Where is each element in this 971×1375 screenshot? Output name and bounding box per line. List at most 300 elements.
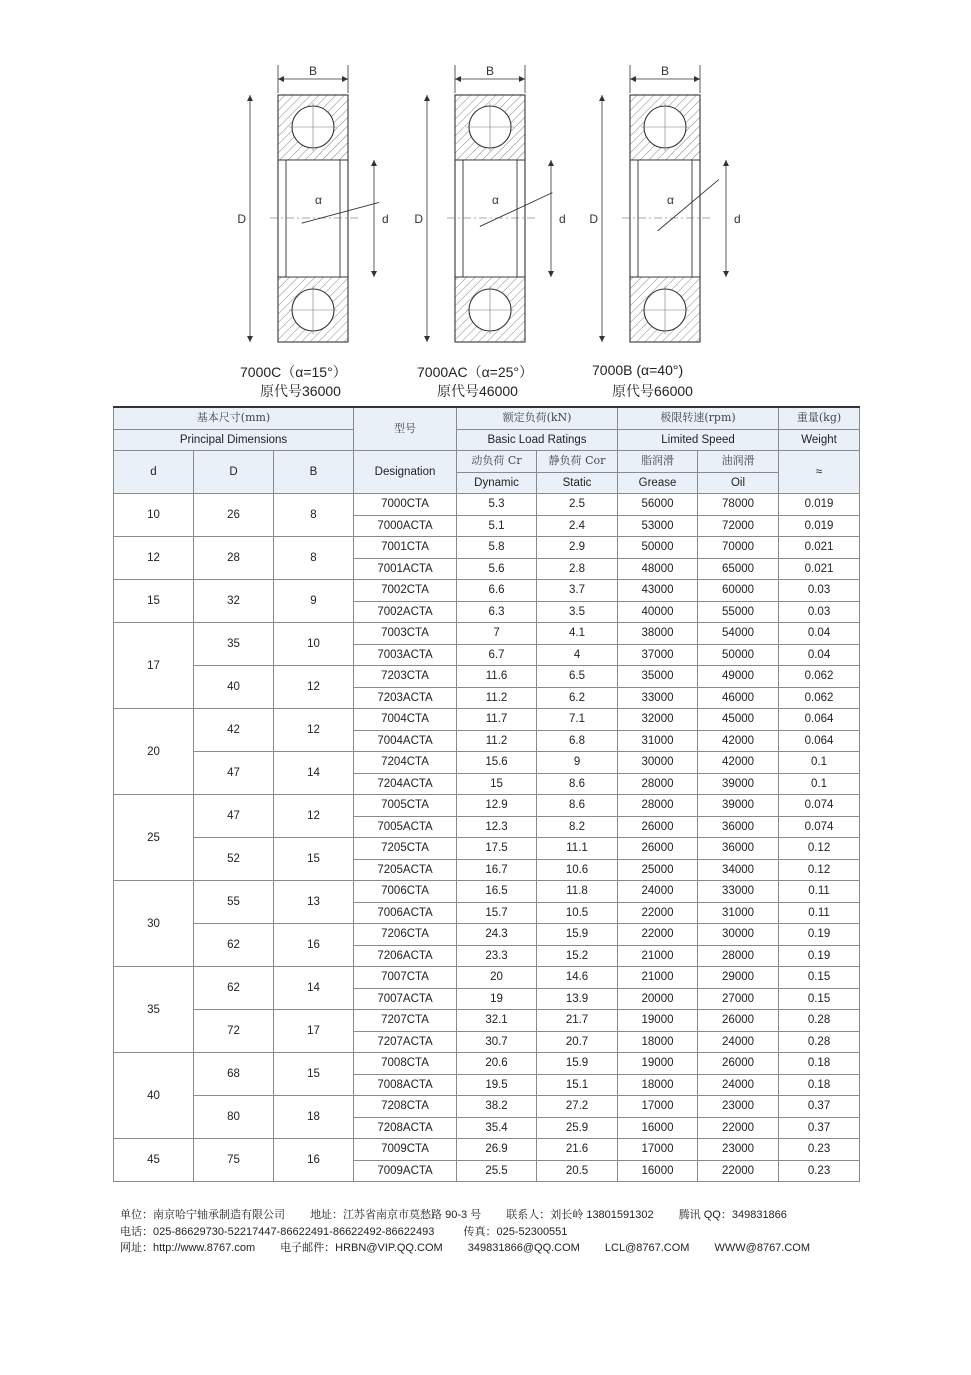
cell-dynamic-load: 25.5 — [457, 1160, 537, 1182]
cell-dynamic-load: 6.6 — [457, 580, 537, 602]
cell-weight: 0.11 — [779, 902, 860, 924]
cell-static-load: 10.6 — [537, 859, 618, 881]
label-d: d — [734, 212, 741, 226]
cell-weight: 0.23 — [779, 1139, 860, 1161]
cell-dynamic-load: 26.9 — [457, 1139, 537, 1161]
cell-width-B: 14 — [274, 752, 354, 795]
cell-weight: 0.37 — [779, 1096, 860, 1118]
table-row — [114, 1010, 860, 1032]
table-row — [114, 666, 860, 688]
cell-weight: 0.23 — [779, 1160, 860, 1182]
table-row — [114, 967, 860, 989]
cell-grease-speed: 21000 — [618, 967, 698, 989]
cell-designation: 7004CTA — [354, 709, 457, 731]
cell-weight: 0.021 — [779, 558, 860, 580]
cell-dynamic-load: 35.4 — [457, 1117, 537, 1139]
cell-oil-speed: 39000 — [698, 773, 779, 795]
cell-oil-speed: 22000 — [698, 1117, 779, 1139]
bore — [638, 160, 692, 277]
cell-grease-speed: 25000 — [618, 859, 698, 881]
cell-outer-D: 40 — [194, 666, 274, 709]
footer-email-1[interactable]: 电子邮件：HRBN@VIP.QQ.COM — [280, 1242, 443, 1254]
label-D: D — [414, 212, 423, 226]
table-row — [114, 795, 860, 817]
header-static-cn: 静负荷 Cor — [537, 451, 618, 473]
cell-outer-D: 55 — [194, 881, 274, 924]
footer-email-3[interactable]: LCL@8767.COM — [604, 1242, 690, 1254]
cell-weight: 0.11 — [779, 881, 860, 903]
cell-oil-speed: 23000 — [698, 1096, 779, 1118]
bore — [463, 160, 517, 277]
cell-outer-D: 26 — [194, 494, 274, 537]
cell-designation: 7009CTA — [354, 1139, 457, 1161]
cell-dynamic-load: 15 — [457, 773, 537, 795]
cell-weight: 0.04 — [779, 623, 860, 645]
cell-static-load: 2.9 — [537, 537, 618, 559]
cell-bore-d: 45 — [114, 1139, 194, 1182]
cell-grease-speed: 33000 — [618, 687, 698, 709]
cell-bore-d: 10 — [114, 494, 194, 537]
cell-grease-speed: 35000 — [618, 666, 698, 688]
cell-dynamic-load: 5.6 — [457, 558, 537, 580]
cell-static-load: 6.2 — [537, 687, 618, 709]
cell-oil-speed: 24000 — [698, 1074, 779, 1096]
cell-weight: 0.019 — [779, 494, 860, 516]
cell-outer-D: 62 — [194, 967, 274, 1010]
cell-width-B: 18 — [274, 1096, 354, 1139]
label-d: d — [559, 212, 566, 226]
cell-static-load: 15.2 — [537, 945, 618, 967]
cell-weight: 0.03 — [779, 601, 860, 623]
cell-weight: 0.04 — [779, 644, 860, 666]
cell-static-load: 25.9 — [537, 1117, 618, 1139]
cell-oil-speed: 70000 — [698, 537, 779, 559]
cell-oil-speed: 26000 — [698, 1010, 779, 1032]
cell-oil-speed: 50000 — [698, 644, 779, 666]
cell-weight: 0.064 — [779, 709, 860, 731]
cell-designation: 7203ACTA — [354, 687, 457, 709]
cell-static-load: 21.7 — [537, 1010, 618, 1032]
footer-phone: 电话：025-86629730-52217447-86622491-86622492-86622493 — [120, 1225, 435, 1238]
cell-designation: 7002CTA — [354, 580, 457, 602]
cell-grease-speed: 32000 — [618, 709, 698, 731]
footer-line-1 — [120, 1207, 832, 1224]
cell-weight: 0.37 — [779, 1117, 860, 1139]
cell-outer-D: 32 — [194, 580, 274, 623]
cell-weight: 0.1 — [779, 752, 860, 774]
cell-designation: 7008CTA — [354, 1053, 457, 1075]
header-approx: ≈ — [779, 451, 860, 494]
cell-oil-speed: 34000 — [698, 859, 779, 881]
footer-website[interactable]: 网址：http://www.8767.com — [120, 1242, 256, 1254]
diagram-old-code-caption: 原代号36000 — [260, 383, 341, 399]
cell-static-load: 9 — [537, 752, 618, 774]
bore — [286, 160, 340, 277]
label-B: B — [485, 64, 495, 78]
header-speed-en: Limited Speed — [618, 429, 779, 451]
table-row — [114, 924, 860, 946]
cell-grease-speed: 48000 — [618, 558, 698, 580]
cell-dynamic-load: 15.7 — [457, 902, 537, 924]
cell-designation: 7003ACTA — [354, 644, 457, 666]
header-basic-en: Principal Dimensions — [114, 429, 354, 451]
cell-outer-D: 35 — [194, 623, 274, 666]
cell-static-load: 21.6 — [537, 1139, 618, 1161]
cell-designation: 7004ACTA — [354, 730, 457, 752]
cell-dynamic-load: 11.2 — [457, 730, 537, 752]
cell-static-load: 15.1 — [537, 1074, 618, 1096]
cell-designation: 7208CTA — [354, 1096, 457, 1118]
cell-outer-D: 72 — [194, 1010, 274, 1053]
cell-oil-speed: 36000 — [698, 838, 779, 860]
label-D: D — [237, 212, 246, 226]
footer-company: 单位：南京哈宁轴承制造有限公司 — [120, 1209, 285, 1221]
cell-oil-speed: 26000 — [698, 1053, 779, 1075]
cell-weight: 0.062 — [779, 666, 860, 688]
cell-dynamic-load: 32.1 — [457, 1010, 537, 1032]
cell-oil-speed: 31000 — [698, 902, 779, 924]
cell-dynamic-load: 6.3 — [457, 601, 537, 623]
cell-dynamic-load: 5.1 — [457, 515, 537, 537]
diagram-model-caption: 7000C（α=15°） — [240, 364, 347, 380]
cell-grease-speed: 17000 — [618, 1139, 698, 1161]
footer-address: 地址：江苏省南京市莫愁路 90-3 号 — [310, 1209, 482, 1221]
cell-width-B: 13 — [274, 881, 354, 924]
cell-static-load: 20.7 — [537, 1031, 618, 1053]
cell-static-load: 6.5 — [537, 666, 618, 688]
label-d: d — [382, 212, 389, 226]
cell-static-load: 3.5 — [537, 601, 618, 623]
footer-email-2[interactable]: 349831866@QQ.COM — [467, 1242, 580, 1254]
cell-weight: 0.12 — [779, 859, 860, 881]
cell-bore-d: 20 — [114, 709, 194, 795]
cell-dynamic-load: 20 — [457, 967, 537, 989]
cell-oil-speed: 29000 — [698, 967, 779, 989]
cell-weight: 0.064 — [779, 730, 860, 752]
cell-dynamic-load: 16.7 — [457, 859, 537, 881]
cell-dynamic-load: 5.3 — [457, 494, 537, 516]
header-dynamic-en: Dynamic — [457, 472, 537, 494]
header-weight-en: Weight — [779, 429, 860, 451]
cell-grease-speed: 17000 — [618, 1096, 698, 1118]
cell-dynamic-load: 12.9 — [457, 795, 537, 817]
cell-grease-speed: 24000 — [618, 881, 698, 903]
cell-width-B: 12 — [274, 666, 354, 709]
cell-outer-D: 52 — [194, 838, 274, 881]
cell-grease-speed: 53000 — [618, 515, 698, 537]
cell-designation: 7203CTA — [354, 666, 457, 688]
table-row — [114, 623, 860, 645]
cell-oil-speed: 72000 — [698, 515, 779, 537]
cell-designation: 7001CTA — [354, 537, 457, 559]
cell-grease-speed: 20000 — [618, 988, 698, 1010]
cell-designation: 7206ACTA — [354, 945, 457, 967]
cell-grease-speed: 16000 — [618, 1160, 698, 1182]
cell-static-load: 15.9 — [537, 1053, 618, 1075]
cell-grease-speed: 18000 — [618, 1074, 698, 1096]
cell-dynamic-load: 6.7 — [457, 644, 537, 666]
table-row — [114, 881, 860, 903]
label-D: D — [589, 212, 598, 226]
cell-oil-speed: 22000 — [698, 1160, 779, 1182]
header-dynamic-cn: 动负荷 Cr — [457, 451, 537, 473]
cell-static-load: 4 — [537, 644, 618, 666]
diagram-model-caption: 7000B (α=40°) — [592, 362, 684, 378]
cell-static-load: 10.5 — [537, 902, 618, 924]
cell-designation: 7000CTA — [354, 494, 457, 516]
cell-designation: 7207ACTA — [354, 1031, 457, 1053]
cell-outer-D: 42 — [194, 709, 274, 752]
cell-oil-speed: 45000 — [698, 709, 779, 731]
cell-bore-d: 12 — [114, 537, 194, 580]
cell-weight: 0.074 — [779, 816, 860, 838]
cell-static-load: 11.1 — [537, 838, 618, 860]
header-basic-cn: 基本尺寸(mm) — [114, 407, 354, 429]
cell-grease-speed: 28000 — [618, 795, 698, 817]
cell-designation: 7207CTA — [354, 1010, 457, 1032]
cell-grease-speed: 18000 — [618, 1031, 698, 1053]
cell-oil-speed: 60000 — [698, 580, 779, 602]
cell-bore-d: 35 — [114, 967, 194, 1053]
table-row — [114, 494, 860, 516]
cell-weight: 0.03 — [779, 580, 860, 602]
footer-contact: 联系人：刘长岭 13801591302 — [506, 1209, 654, 1221]
cell-static-load: 8.2 — [537, 816, 618, 838]
company-footer — [120, 1207, 832, 1257]
cell-designation: 7208ACTA — [354, 1117, 457, 1139]
cell-designation: 7205ACTA — [354, 859, 457, 881]
cell-dynamic-load: 11.7 — [457, 709, 537, 731]
cell-oil-speed: 78000 — [698, 494, 779, 516]
cell-dynamic-load: 30.7 — [457, 1031, 537, 1053]
cell-grease-speed: 28000 — [618, 773, 698, 795]
header-B: B — [274, 451, 354, 494]
cell-static-load: 6.8 — [537, 730, 618, 752]
cell-oil-speed: 55000 — [698, 601, 779, 623]
cell-weight: 0.1 — [779, 773, 860, 795]
cell-oil-speed: 36000 — [698, 816, 779, 838]
cell-oil-speed: 46000 — [698, 687, 779, 709]
label-B: B — [660, 64, 670, 78]
cell-weight: 0.19 — [779, 924, 860, 946]
cell-oil-speed: 23000 — [698, 1139, 779, 1161]
cell-grease-speed: 19000 — [618, 1010, 698, 1032]
cell-grease-speed: 37000 — [618, 644, 698, 666]
cell-dynamic-load: 11.6 — [457, 666, 537, 688]
cell-designation: 7205CTA — [354, 838, 457, 860]
cell-dynamic-load: 7 — [457, 623, 537, 645]
cell-bore-d: 25 — [114, 795, 194, 881]
cell-grease-speed: 22000 — [618, 902, 698, 924]
cell-width-B: 14 — [274, 967, 354, 1010]
cell-grease-speed: 22000 — [618, 924, 698, 946]
cell-grease-speed: 31000 — [618, 730, 698, 752]
cell-grease-speed: 30000 — [618, 752, 698, 774]
cell-oil-speed: 54000 — [698, 623, 779, 645]
cell-static-load: 20.5 — [537, 1160, 618, 1182]
cell-static-load: 7.1 — [537, 709, 618, 731]
table-row — [114, 752, 860, 774]
cell-bore-d: 17 — [114, 623, 194, 709]
cell-oil-speed: 28000 — [698, 945, 779, 967]
cell-oil-speed: 33000 — [698, 881, 779, 903]
diagram-model-caption: 7000AC（α=25°） — [417, 364, 534, 380]
cell-dynamic-load: 19 — [457, 988, 537, 1010]
cell-grease-speed: 43000 — [618, 580, 698, 602]
table-row — [114, 1096, 860, 1118]
bearing-diagram-7000b — [589, 55, 832, 400]
cell-dynamic-load: 16.5 — [457, 881, 537, 903]
cell-grease-speed: 56000 — [618, 494, 698, 516]
cell-designation: 7009ACTA — [354, 1160, 457, 1182]
cell-outer-D: 47 — [194, 752, 274, 795]
header-oil-cn: 油润滑 — [698, 451, 779, 473]
cell-designation: 7006CTA — [354, 881, 457, 903]
cell-grease-speed: 19000 — [618, 1053, 698, 1075]
cell-designation: 7001ACTA — [354, 558, 457, 580]
cell-oil-speed: 65000 — [698, 558, 779, 580]
cell-weight: 0.12 — [779, 838, 860, 860]
cell-width-B: 9 — [274, 580, 354, 623]
spec-table — [113, 406, 860, 1182]
label-B: B — [308, 64, 318, 78]
label-alpha: α — [315, 193, 322, 207]
footer-line-2 — [120, 1224, 832, 1241]
cell-designation: 7005ACTA — [354, 816, 457, 838]
cell-bore-d: 30 — [114, 881, 194, 967]
header-static-en: Static — [537, 472, 618, 494]
cell-dynamic-load: 24.3 — [457, 924, 537, 946]
cell-oil-speed: 42000 — [698, 752, 779, 774]
cell-static-load: 8.6 — [537, 773, 618, 795]
cell-oil-speed: 42000 — [698, 730, 779, 752]
cell-designation: 7008ACTA — [354, 1074, 457, 1096]
cell-width-B: 15 — [274, 838, 354, 881]
cell-static-load: 15.9 — [537, 924, 618, 946]
cell-dynamic-load: 11.2 — [457, 687, 537, 709]
cell-designation: 7000ACTA — [354, 515, 457, 537]
cell-weight: 0.28 — [779, 1010, 860, 1032]
cell-grease-speed: 26000 — [618, 816, 698, 838]
cell-dynamic-load: 17.5 — [457, 838, 537, 860]
cell-oil-speed: 49000 — [698, 666, 779, 688]
cell-width-B: 15 — [274, 1053, 354, 1096]
cell-outer-D: 62 — [194, 924, 274, 967]
header-oil-en: Oil — [698, 472, 779, 494]
diagram-old-code-caption: 原代号46000 — [437, 383, 518, 399]
cell-outer-D: 75 — [194, 1139, 274, 1182]
cell-oil-speed: 27000 — [698, 988, 779, 1010]
label-alpha: α — [492, 193, 499, 207]
cell-weight: 0.18 — [779, 1074, 860, 1096]
cell-designation: 7204CTA — [354, 752, 457, 774]
table-row — [114, 709, 860, 731]
cell-width-B: 12 — [274, 709, 354, 752]
cell-grease-speed: 16000 — [618, 1117, 698, 1139]
cell-weight: 0.019 — [779, 515, 860, 537]
header-speed-cn: 极限转速(rpm) — [618, 407, 779, 429]
cell-static-load: 14.6 — [537, 967, 618, 989]
footer-line-3 — [120, 1240, 832, 1257]
cell-oil-speed: 24000 — [698, 1031, 779, 1053]
cell-grease-speed: 26000 — [618, 838, 698, 860]
cell-grease-speed: 38000 — [618, 623, 698, 645]
cell-static-load: 3.7 — [537, 580, 618, 602]
header-d: d — [114, 451, 194, 494]
cell-weight: 0.18 — [779, 1053, 860, 1075]
bearing-cross-section — [589, 55, 832, 355]
diagram-old-code-caption: 原代号66000 — [612, 383, 693, 399]
cell-weight: 0.062 — [779, 687, 860, 709]
cell-weight: 0.15 — [779, 988, 860, 1010]
cell-dynamic-load: 12.3 — [457, 816, 537, 838]
header-weight-cn: 重量(kg) — [779, 407, 860, 429]
cell-static-load: 11.8 — [537, 881, 618, 903]
footer-fax: 传真：025-52300551 — [463, 1225, 568, 1238]
cell-oil-speed: 30000 — [698, 924, 779, 946]
header-load-en: Basic Load Ratings — [457, 429, 618, 451]
cell-static-load: 2.4 — [537, 515, 618, 537]
cell-static-load: 27.2 — [537, 1096, 618, 1118]
cell-width-B: 8 — [274, 494, 354, 537]
cell-designation: 7007ACTA — [354, 988, 457, 1010]
header-grease-en: Grease — [618, 472, 698, 494]
cell-outer-D: 68 — [194, 1053, 274, 1096]
table-row — [114, 1053, 860, 1075]
table-row — [114, 1139, 860, 1161]
cell-weight: 0.19 — [779, 945, 860, 967]
cell-width-B: 8 — [274, 537, 354, 580]
cell-dynamic-load: 23.3 — [457, 945, 537, 967]
cell-designation: 7204ACTA — [354, 773, 457, 795]
header-model-cn: 型号 — [354, 407, 457, 451]
cell-width-B: 12 — [274, 795, 354, 838]
cell-designation: 7006ACTA — [354, 902, 457, 924]
header-grease-cn: 脂润滑 — [618, 451, 698, 473]
cell-designation: 7007CTA — [354, 967, 457, 989]
cell-designation: 7002ACTA — [354, 601, 457, 623]
bearing-diagrams — [0, 0, 971, 405]
cell-width-B: 16 — [274, 1139, 354, 1182]
cell-dynamic-load: 19.5 — [457, 1074, 537, 1096]
cell-static-load: 13.9 — [537, 988, 618, 1010]
cell-bore-d: 40 — [114, 1053, 194, 1139]
cell-outer-D: 47 — [194, 795, 274, 838]
cell-weight: 0.021 — [779, 537, 860, 559]
cell-grease-speed: 21000 — [618, 945, 698, 967]
cell-static-load: 2.8 — [537, 558, 618, 580]
footer-email-4[interactable]: WWW@8767.COM — [714, 1242, 811, 1254]
cell-designation: 7003CTA — [354, 623, 457, 645]
cell-dynamic-load: 20.6 — [457, 1053, 537, 1075]
cell-weight: 0.15 — [779, 967, 860, 989]
cell-static-load: 8.6 — [537, 795, 618, 817]
cell-dynamic-load: 38.2 — [457, 1096, 537, 1118]
label-alpha: α — [667, 193, 674, 207]
footer-qq: 腾讯 QQ：349831866 — [678, 1209, 787, 1221]
cell-static-load: 4.1 — [537, 623, 618, 645]
cell-outer-D: 80 — [194, 1096, 274, 1139]
cell-designation: 7206CTA — [354, 924, 457, 946]
cell-bore-d: 15 — [114, 580, 194, 623]
table-row — [114, 838, 860, 860]
cell-dynamic-load: 15.6 — [457, 752, 537, 774]
cell-grease-speed: 50000 — [618, 537, 698, 559]
cell-oil-speed: 39000 — [698, 795, 779, 817]
cell-width-B: 16 — [274, 924, 354, 967]
cell-weight: 0.074 — [779, 795, 860, 817]
header-load-cn: 额定负荷(kN) — [457, 407, 618, 429]
